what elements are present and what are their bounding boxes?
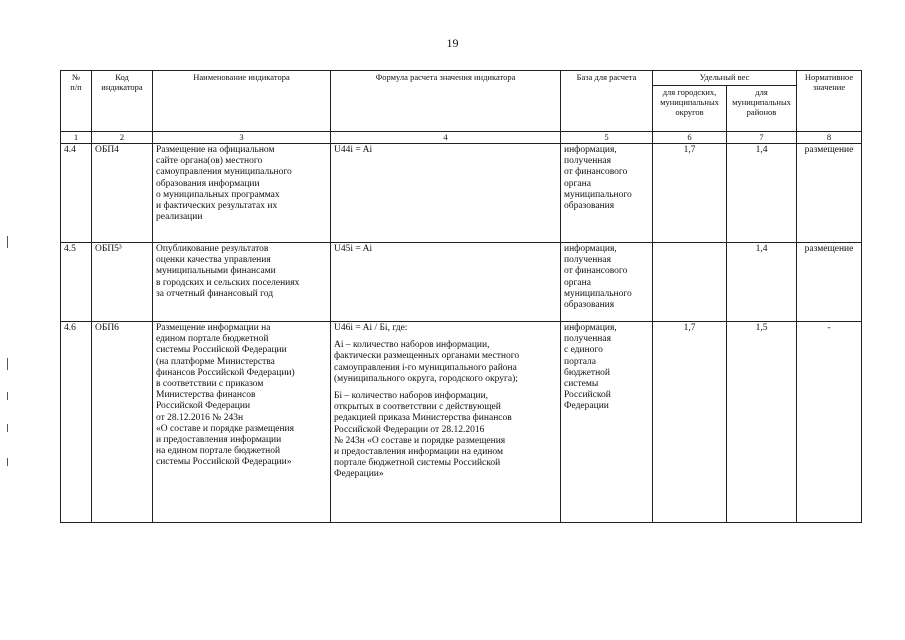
indicators-table [60,70,862,523]
row-code: ОБП6 [92,322,153,523]
table-row [61,243,862,322]
page-number: 19 [446,36,459,50]
binding-mark [7,358,8,370]
row-num: 4.6 [61,322,92,523]
header-num: № п/п [61,71,92,132]
row-normative: размещение [797,243,862,322]
formula-main: U46i = Ai / Бi, где: [334,323,408,333]
formula-definition-b: Бi – количество наборов информации, открытых в соответствии с действующей редакцией приказа Министерства финансов Российской Федерации от 28.12.2016 № 243н «О составе и порядке размещения и предоставления информации на едином портале бюджетной системы Российской Федерации» [334,391,512,480]
row-weight-city: 1,7 [653,144,727,243]
row-num: 4.5 [61,243,92,322]
row-formula [331,243,561,322]
row-normative: - [797,322,862,523]
binding-mark [7,236,8,248]
binding-mark [7,424,8,432]
row-formula [331,322,561,523]
row-base: информация, полученная с единого портала бюджетной системы Российской Федерации [561,322,653,523]
row-formula [331,144,561,243]
row-num: 4.4 [61,144,92,243]
row-base: информация, полученная от финансового органа муниципального образования [561,243,653,322]
column-number: 6 [653,132,727,144]
header-normative: Нормативное значение [797,71,862,132]
row-weight-district: 1,5 [727,322,797,523]
row-weight-city: 1,7 [653,322,727,523]
header-formula: Формула расчета значения индикатора [331,71,561,132]
row-name: Размещение информации на едином портале бюджетной системы Российской Федерации (на платформе Министерства финансов Российской Федерации) в соответствии с приказом Министерства финансов Российской Федерации от 28.12.2016 № 243н «О составе и порядке размещения и предоставления информации на едином портале бюджетной системы Российской Федерации» [153,322,331,523]
column-number: 3 [153,132,331,144]
column-number: 1 [61,132,92,144]
header-name: Наименование индикатора [153,71,331,132]
header-base: База для расчета [561,71,653,132]
binding-mark [7,458,8,466]
header-weight: Удельный вес [653,71,797,86]
row-code: ОБП4 [92,144,153,243]
column-number: 5 [561,132,653,144]
table-row [61,144,862,243]
row-weight-district: 1,4 [727,144,797,243]
formula-main: U44i = Ai [334,145,373,155]
header-row [61,71,862,86]
formula-definition-a: Ai – количество наборов информации, фактически размещенных органами местного самоуправления i-го муниципального района (муниципального округа, городского округа); [334,340,520,384]
column-number-row [61,132,862,144]
column-number: 2 [92,132,153,144]
row-weight-district: 1,4 [727,243,797,322]
table-row [61,322,862,523]
row-name: Опубликование результатов оценки качества управления муниципальными финансами в городских и сельских поселениях за отчетный финансовый год [153,243,331,322]
row-code: ОБП5³ [92,243,153,322]
row-base: информация, полученная от финансового органа муниципального образования [561,144,653,243]
row-weight-city [653,243,727,322]
row-normative: размещение [797,144,862,243]
header-code: Код индикатора [92,71,153,132]
column-number: 4 [331,132,561,144]
binding-mark [7,392,8,400]
header-weight-city: для городских, муниципальных округов [653,86,727,132]
header-weight-district: для муниципальных районов [727,86,797,132]
column-number: 8 [797,132,862,144]
formula-main: U45i = Ai [334,244,373,254]
column-number: 7 [727,132,797,144]
row-name: Размещение на официальном сайте органа(ов) местного самоуправления муниципального образования информации о муниципальных программах и фактических результатах их реализации [153,144,331,243]
